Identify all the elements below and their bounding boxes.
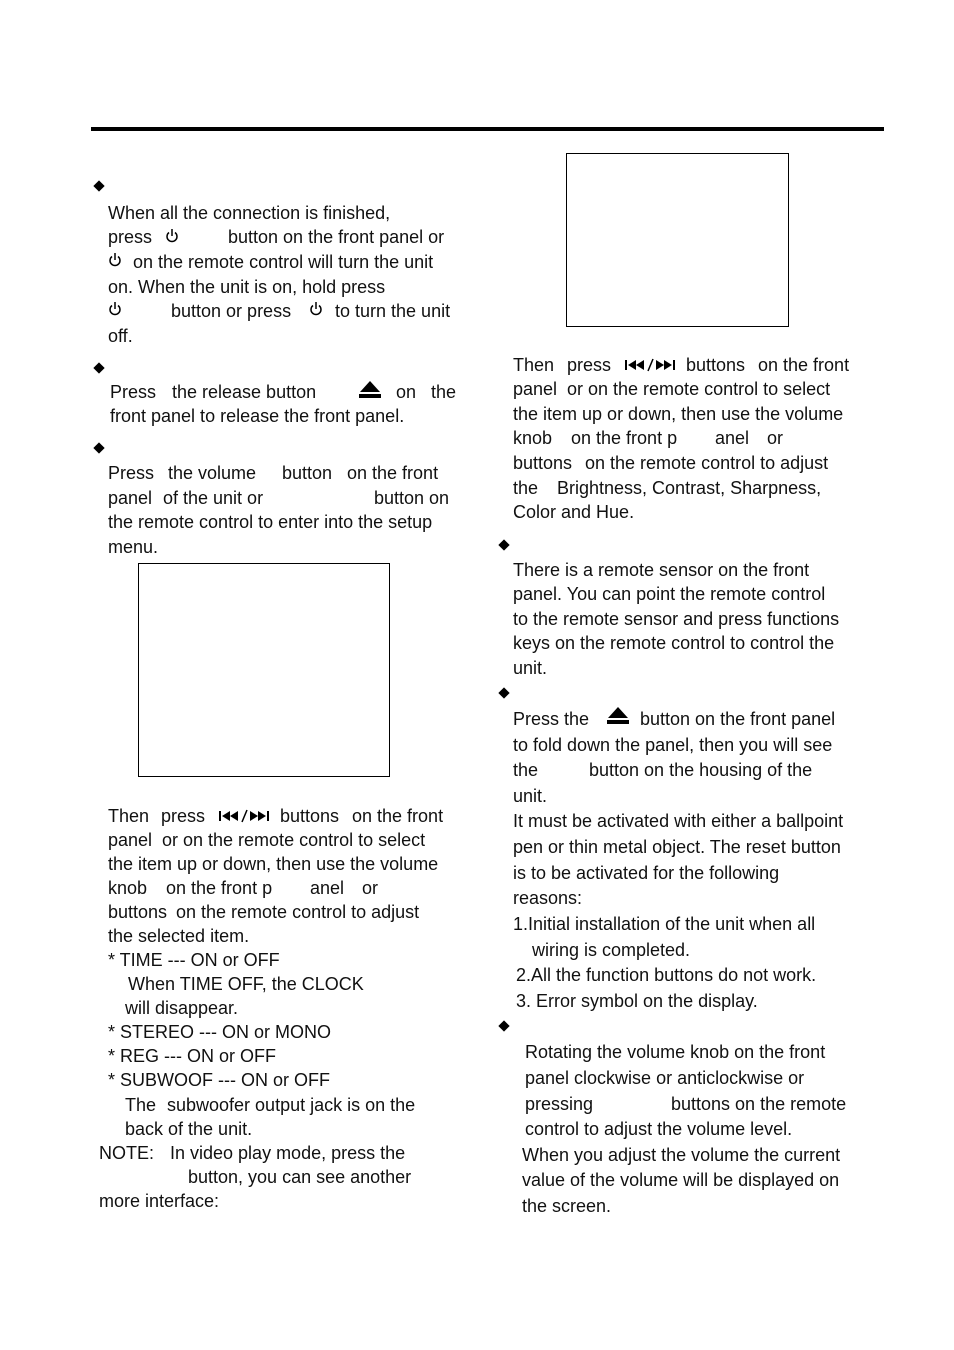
setup-text: the volume (168, 463, 257, 483)
menu-text: or on the remote control to select (567, 379, 831, 399)
menu-text: knob (513, 428, 553, 448)
reset-text: 1.Initial installation of the unit when all (513, 914, 816, 934)
menu-text: When TIME OFF, the CLOCK (128, 974, 364, 994)
menu-text: Then (513, 355, 555, 375)
menu-text: * REG --- ON or OFF (108, 1046, 276, 1066)
release-text: on (396, 382, 417, 402)
menu-text: panel (108, 830, 153, 850)
setup-text: button on (374, 488, 450, 508)
power-text-line: press (108, 227, 153, 247)
menu-text: In video play mode, press the (170, 1143, 406, 1163)
diamond-bullet-icon (93, 362, 104, 373)
sensor-text: keys on the remote control to control the (513, 633, 835, 653)
menu-text: Brightness, Contrast, Sharpness, (557, 478, 822, 498)
reset-text: is to be activated for the following (513, 863, 780, 883)
menu-text: the selected item. (108, 926, 250, 946)
menu-text: the item up or down, then use the volume (108, 854, 439, 874)
menu-text: * SUBWOOF --- ON or OFF (108, 1070, 330, 1090)
reset-text: Press the (513, 709, 590, 729)
reset-text: 2.All the function buttons do not work. (516, 965, 817, 985)
power-icon (165, 228, 179, 244)
menu-text: or (767, 428, 784, 448)
release-text: front panel to release the front panel. (110, 406, 405, 426)
menu-text: Color and Hue. (513, 502, 635, 522)
menu-text: or on the remote control to select (162, 830, 426, 850)
power-text-line: to turn the unit (335, 301, 451, 321)
reset-text: wiring is completed. (532, 940, 691, 960)
menu-text: will disappear. (125, 998, 239, 1018)
prev-next-track-icon (624, 358, 676, 372)
menu-text: more interface: (99, 1191, 220, 1211)
volume-text: the screen. (522, 1196, 612, 1216)
menu-text: on the front p (571, 428, 678, 448)
reset-text: It must be activated with either a ballpoint (513, 811, 844, 831)
menu-text: buttons (513, 453, 573, 473)
release-text: the (431, 382, 457, 402)
reset-text: reasons: (513, 888, 583, 908)
setup-text: button (282, 463, 333, 483)
sensor-text: unit. (513, 658, 548, 678)
power-text-line: button or press (171, 301, 292, 321)
menu-text: the item up or down, then use the volume (513, 404, 844, 424)
menu-text: or (362, 878, 379, 898)
reset-text: unit. (513, 786, 548, 806)
volume-text: panel clockwise or anticlockwise or (525, 1068, 805, 1088)
menu-text: on the remote control to adjust (585, 453, 829, 473)
sensor-text: panel. You can point the remote control (513, 584, 826, 604)
reset-text: pen or thin metal object. The reset button (513, 837, 841, 857)
volume-text: pressing (525, 1094, 594, 1114)
diamond-bullet-icon (498, 1020, 509, 1031)
menu-text: panel (513, 379, 558, 399)
menu-text: back of the unit. (125, 1119, 253, 1139)
setup-text: menu. (108, 537, 159, 557)
prev-next-track-icon (218, 809, 270, 823)
setup-text: of the unit or (163, 488, 264, 508)
menu-text: Then (108, 806, 150, 826)
volume-text: control to adjust the volume level. (525, 1119, 793, 1139)
menu-text: buttons (108, 902, 168, 922)
reset-text: the (513, 760, 539, 780)
setup-menu-image-placeholder (138, 563, 390, 777)
reset-text: button on the housing of the (589, 760, 813, 780)
menu-text: anel (310, 878, 345, 898)
header-rule (91, 127, 884, 131)
menu-text: the (513, 478, 539, 498)
setup-text: panel (108, 488, 153, 508)
setup-text: on the front (347, 463, 439, 483)
volume-text: value of the volume will be displayed on (522, 1170, 840, 1190)
menu-text: button, you can see another (188, 1167, 412, 1187)
menu-text: * STEREO --- ON or MONO (108, 1022, 332, 1042)
sensor-text: to the remote sensor and press functions (513, 609, 840, 629)
video-menu-image-placeholder (566, 153, 789, 327)
diamond-bullet-icon (498, 687, 509, 698)
sensor-text: There is a remote sensor on the front (513, 560, 810, 580)
diamond-bullet-icon (498, 539, 509, 550)
release-text: Press (110, 382, 157, 402)
menu-text: The (125, 1095, 157, 1115)
reset-text: 3. Error symbol on the display. (516, 991, 758, 1011)
diamond-bullet-icon (93, 180, 104, 191)
volume-text: Rotating the volume knob on the front (525, 1042, 826, 1062)
menu-text: on the front p (166, 878, 273, 898)
menu-text: subwoofer output jack is on the (167, 1095, 416, 1115)
volume-text: When you adjust the volume the current (522, 1145, 841, 1165)
menu-text: on the remote control to adjust (176, 902, 420, 922)
menu-text: on the front (758, 355, 850, 375)
power-text-line: When all the connection is finished, (108, 203, 391, 223)
power-icon (309, 301, 323, 317)
volume-text: buttons on the remote (671, 1094, 847, 1114)
power-text-line: button on the front panel or (228, 227, 445, 247)
menu-text: anel (715, 428, 750, 448)
eject-icon (356, 380, 384, 400)
eject-icon (604, 706, 632, 726)
menu-text: * TIME --- ON or OFF (108, 950, 280, 970)
menu-text: press (161, 806, 206, 826)
menu-text: press (567, 355, 612, 375)
power-text-line: off. (108, 326, 133, 346)
power-text-line: on the remote control will turn the unit (133, 252, 434, 272)
power-icon (108, 301, 122, 317)
menu-text: on the front (352, 806, 444, 826)
reset-text: button on the front panel (640, 709, 836, 729)
menu-text: buttons (280, 806, 340, 826)
power-icon (108, 252, 122, 268)
power-text-line: on. When the unit is on, hold press (108, 277, 386, 297)
diamond-bullet-icon (93, 442, 104, 453)
note-label: NOTE: (99, 1143, 155, 1163)
menu-text: buttons (686, 355, 746, 375)
setup-text: Press (108, 463, 155, 483)
reset-text: to fold down the panel, then you will see (513, 735, 833, 755)
setup-text: the remote control to enter into the setup (108, 512, 433, 532)
menu-text: knob (108, 878, 148, 898)
release-text: the release button (172, 382, 317, 402)
